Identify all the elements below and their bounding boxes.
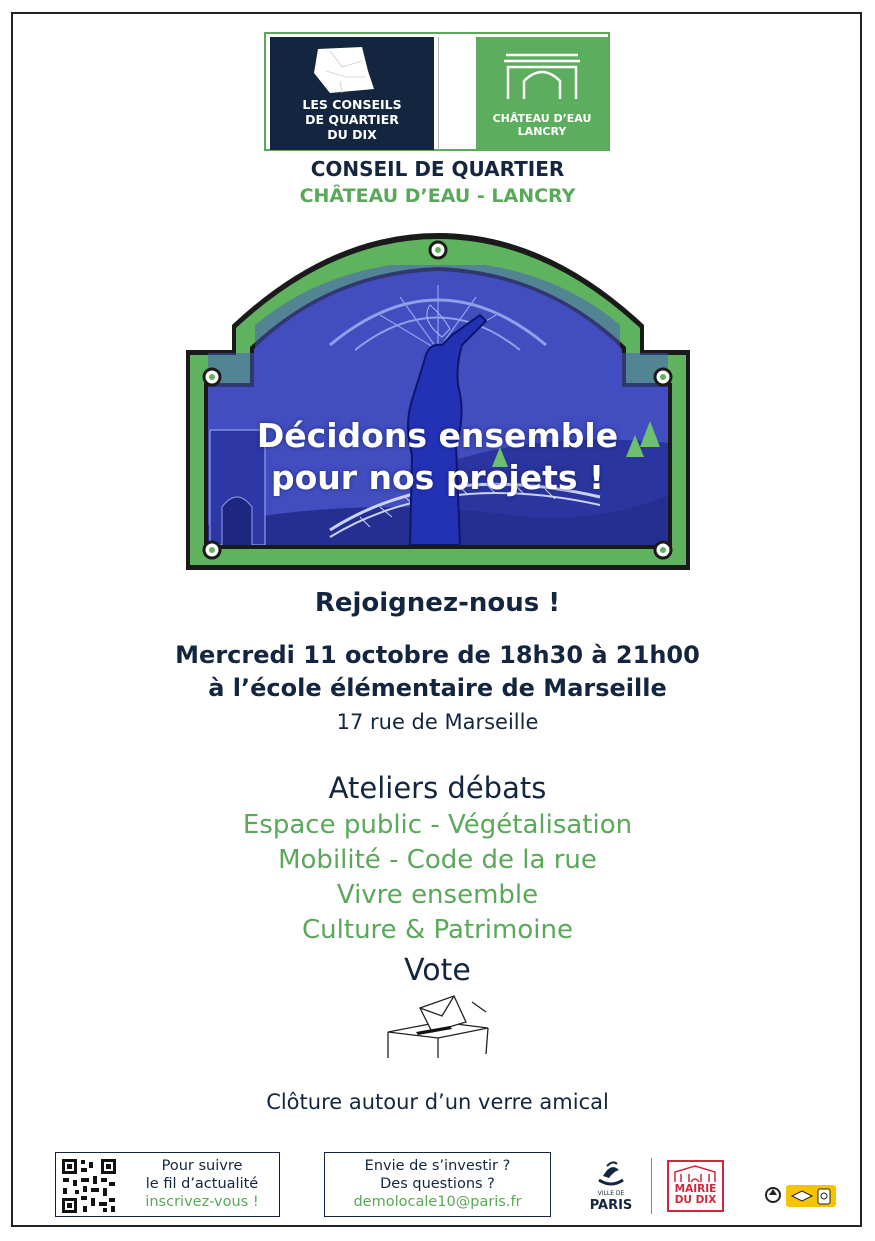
closing-text: Clôture autour d’un verre amical (266, 1090, 609, 1114)
workshop-topic: Culture & Patrimoine (302, 915, 573, 945)
event-address: 17 rue de Marseille (336, 710, 539, 734)
mairie-du-dix-logo (667, 1160, 724, 1212)
conseils-logo (264, 32, 610, 151)
ballot-box-icon (380, 988, 495, 1060)
mairie-text (669, 1184, 722, 1206)
sign-line2: pour nos projets ! (270, 458, 605, 497)
logo-left-line1: LES CONSEILS (302, 97, 402, 112)
paris-ship-icon (583, 1158, 639, 1190)
mairie-line2: DU DIX (674, 1194, 717, 1206)
recycling-icon (764, 1180, 842, 1210)
newsletter-line1: Pour suivre (161, 1158, 243, 1174)
logo-right-line2: LANCRY (517, 125, 567, 138)
council-subtitle: CHÂTEAU D’EAU - LANCRY (299, 185, 576, 207)
street-sign-illustration (180, 225, 695, 575)
workshops-title: Ateliers débats (328, 771, 547, 805)
logo-right-line1: CHÂTEAU D’EAU (492, 112, 592, 125)
logo-right-text (476, 112, 608, 138)
newsletter-cta[interactable]: inscrivez-vous ! (145, 1194, 259, 1210)
workshop-topic: Espace public - Végétalisation (242, 810, 633, 840)
logo-left-panel (270, 37, 434, 150)
join-heading: Rejoignez-nous ! (314, 588, 561, 618)
paris-label: PARIS (589, 1198, 633, 1213)
workshop-topic: Mobilité - Code de la rue (278, 845, 597, 875)
logo-divider (438, 37, 439, 150)
logo-left-text (270, 97, 434, 142)
contact-box (324, 1152, 551, 1217)
footer-separator (651, 1158, 652, 1214)
mairie-building-icon (669, 1162, 722, 1184)
event-date: Mercredi 11 octobre de 18h30 à 21h00 (175, 641, 700, 669)
event-place: à l’école élémentaire de Marseille (208, 674, 667, 702)
contact-line1: Envie de s’investir ? (364, 1158, 511, 1174)
qr-code-icon[interactable] (61, 1158, 117, 1214)
newsletter-box (55, 1152, 280, 1217)
mairie-line1: MAIRIE (674, 1183, 717, 1195)
newsletter-line2: le fil d’actualité (145, 1176, 259, 1192)
workshop-topic: Vivre ensemble (336, 880, 539, 910)
sign-line1: Décidons ensemble (256, 416, 619, 455)
logo-left-line3: DU DIX (327, 127, 377, 142)
logo-left-line2: DE QUARTIER (305, 112, 399, 127)
contact-email-link[interactable]: demolocale10@paris.fr (353, 1194, 522, 1210)
paris-logo (583, 1158, 639, 1214)
map-icon (270, 37, 434, 97)
newsletter-text (128, 1157, 276, 1211)
arch-icon (476, 37, 608, 107)
sign-headline (180, 415, 695, 499)
paris-small-label: VILLE DE (597, 1190, 625, 1197)
contact-line2: Des questions ? (380, 1176, 495, 1192)
vote-label: Vote (404, 953, 471, 988)
council-title: CONSEIL DE QUARTIER (310, 157, 565, 181)
logo-right-panel (476, 37, 608, 150)
